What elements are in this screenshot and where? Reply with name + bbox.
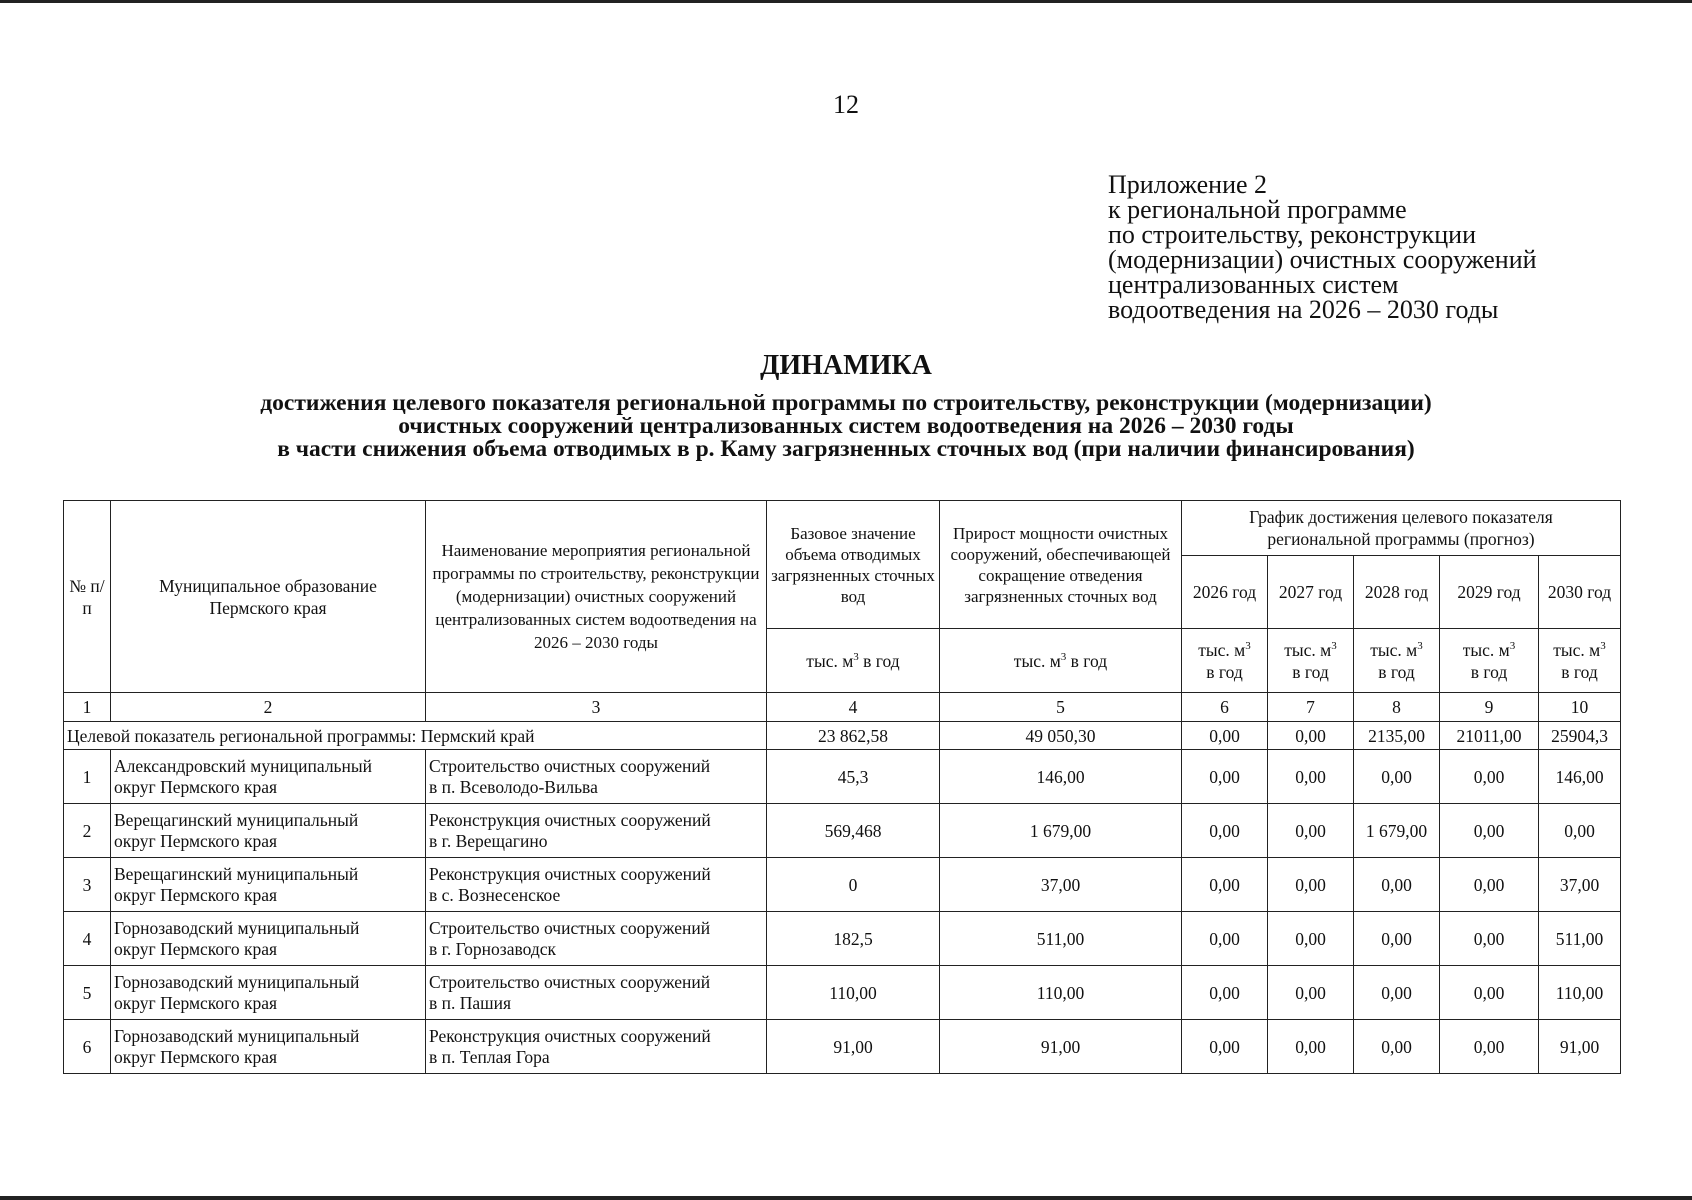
subtitle-line: в части снижения объема отводимых в р. Каму загрязненных сточных вод (при наличии финансирования) bbox=[277, 436, 1415, 462]
cell-y2030: 110,00 bbox=[1539, 966, 1621, 1020]
cell-measure bbox=[426, 1020, 767, 1074]
cell-line: Александровский муниципальный bbox=[114, 755, 373, 776]
total-growth: 49 050,30 bbox=[940, 722, 1182, 750]
column-number: 4 bbox=[767, 693, 940, 722]
cell-line: округ Пермского края bbox=[114, 938, 278, 959]
cell-measure bbox=[426, 966, 767, 1020]
cell-y2028: 1 679,00 bbox=[1354, 804, 1440, 858]
header-year-2029: 2029 год bbox=[1440, 556, 1539, 629]
cell-municipality bbox=[111, 912, 426, 966]
header-year-2030: 2030 год bbox=[1539, 556, 1621, 629]
header-year-2028: 2028 год bbox=[1354, 556, 1440, 629]
cell-measure bbox=[426, 804, 767, 858]
column-number: 6 bbox=[1182, 693, 1268, 722]
appendix-line: к региональной программе bbox=[1108, 195, 1407, 224]
cell-line: в п. Теплая Гора bbox=[429, 1046, 550, 1067]
column-number: 10 bbox=[1539, 693, 1621, 722]
cell-y2028: 0,00 bbox=[1354, 750, 1440, 804]
unit-2026: тыс. $м^3$ в год bbox=[1182, 629, 1268, 693]
cell-base: 182,5 bbox=[767, 912, 940, 966]
cell-y2026: 0,00 bbox=[1182, 1020, 1268, 1074]
cell-y2027: 0,00 bbox=[1268, 750, 1354, 804]
cell-y2030: 0,00 bbox=[1539, 804, 1621, 858]
total-2030: 25904,3 bbox=[1539, 722, 1621, 750]
column-number: 2 bbox=[111, 693, 426, 722]
header-measure: Наименование мероприятия региональной программы по строительству, реконструкции (модернизации) очистных сооружений централизованных систем водоотведения на 2026 – 2030 годы bbox=[426, 501, 767, 693]
column-number: 8 bbox=[1354, 693, 1440, 722]
cell-y2026: 0,00 bbox=[1182, 966, 1268, 1020]
column-number: 3 bbox=[426, 693, 767, 722]
cell-measure bbox=[426, 912, 767, 966]
cell-line: в г. Верещагино bbox=[429, 830, 548, 851]
cell-y2027: 0,00 bbox=[1268, 912, 1354, 966]
subtitle-line: очистных сооружений централизованных систем водоотведения на 2026 – 2030 годы bbox=[398, 413, 1294, 439]
header-year-2027: 2027 год bbox=[1268, 556, 1354, 629]
table-row bbox=[64, 1020, 1621, 1074]
cell-y2029: 0,00 bbox=[1440, 858, 1539, 912]
total-2026: 0,00 bbox=[1182, 722, 1268, 750]
appendix-line: (модернизации) очистных сооружений bbox=[1108, 245, 1537, 274]
cell-base: 91,00 bbox=[767, 1020, 940, 1074]
column-number-row bbox=[64, 693, 1621, 722]
cell-y2026: 0,00 bbox=[1182, 804, 1268, 858]
total-2029: 21011,00 bbox=[1440, 722, 1539, 750]
cell-line: округ Пермского края bbox=[114, 884, 278, 905]
cell-n: 2 bbox=[64, 804, 111, 858]
cell-line: Горнозаводский муниципальный bbox=[114, 971, 360, 992]
cell-line: Горнозаводский муниципальный bbox=[114, 1025, 360, 1046]
cell-municipality bbox=[111, 858, 426, 912]
cell-growth: 511,00 bbox=[940, 912, 1182, 966]
cell-measure bbox=[426, 858, 767, 912]
cell-y2029: 0,00 bbox=[1440, 804, 1539, 858]
cell-base: 110,00 bbox=[767, 966, 940, 1020]
cell-line: Реконструкция очистных сооружений bbox=[429, 809, 711, 830]
unit-2030: тыс. $м^3$ в год bbox=[1539, 629, 1621, 693]
cell-y2028: 0,00 bbox=[1354, 858, 1440, 912]
cell-growth: 37,00 bbox=[940, 858, 1182, 912]
unit-2028: тыс. $м^3$ в год bbox=[1354, 629, 1440, 693]
cell-y2030: 511,00 bbox=[1539, 912, 1621, 966]
cell-line: округ Пермского края bbox=[114, 776, 278, 797]
cell-y2026: 0,00 bbox=[1182, 858, 1268, 912]
table-row bbox=[64, 804, 1621, 858]
cell-line: в г. Горнозаводск bbox=[429, 938, 557, 959]
cell-base: 569,468 bbox=[767, 804, 940, 858]
table-row bbox=[64, 750, 1621, 804]
cell-line: Строительство очистных сооружений bbox=[429, 755, 711, 776]
cell-n: 4 bbox=[64, 912, 111, 966]
table-row bbox=[64, 912, 1621, 966]
header-schedule: График достижения целевого показателя региональной программы (прогноз) bbox=[1182, 501, 1621, 556]
cell-y2026: 0,00 bbox=[1182, 912, 1268, 966]
appendix-block bbox=[1108, 172, 1537, 322]
cell-y2029: 0,00 bbox=[1440, 750, 1539, 804]
cell-line: в с. Вознесенское bbox=[429, 884, 561, 905]
cell-y2030: 146,00 bbox=[1539, 750, 1621, 804]
column-number: 1 bbox=[64, 693, 111, 722]
cell-base: 45,3 bbox=[767, 750, 940, 804]
cell-line: Реконструкция очистных сооружений bbox=[429, 863, 711, 884]
cell-y2030: 37,00 bbox=[1539, 858, 1621, 912]
cell-y2028: 0,00 bbox=[1354, 966, 1440, 1020]
appendix-line: водоотведения на 2026 – 2030 годы bbox=[1108, 295, 1499, 324]
total-label: Целевой показатель региональной программы: Пермский край bbox=[64, 722, 767, 750]
cell-y2027: 0,00 bbox=[1268, 804, 1354, 858]
column-number: 7 bbox=[1268, 693, 1354, 722]
document-subtitle bbox=[0, 392, 1692, 461]
cell-y2028: 0,00 bbox=[1354, 912, 1440, 966]
cell-line: Строительство очистных сооружений bbox=[429, 917, 711, 938]
cell-y2029: 0,00 bbox=[1440, 912, 1539, 966]
cell-y2028: 0,00 bbox=[1354, 1020, 1440, 1074]
cell-line: округ Пермского края bbox=[114, 992, 278, 1013]
header-growth: Прирост мощности очистных сооружений, обеспечивающей сокращение отведения загрязненных сточных вод bbox=[940, 501, 1182, 629]
unit-2027: тыс. $м^3$ в год bbox=[1268, 629, 1354, 693]
appendix-line: Приложение 2 bbox=[1108, 170, 1268, 199]
column-number: 5 bbox=[940, 693, 1182, 722]
cell-line: Верещагинский муниципальный bbox=[114, 809, 359, 830]
appendix-line: по строительству, реконструкции bbox=[1108, 220, 1476, 249]
total-2027: 0,00 bbox=[1268, 722, 1354, 750]
header-municipality: Муниципальное образование Пермского края bbox=[111, 501, 426, 693]
cell-growth: 110,00 bbox=[940, 966, 1182, 1020]
bottom-border-line bbox=[0, 1196, 1692, 1200]
cell-line: в п. Пашия bbox=[429, 992, 512, 1013]
cell-municipality bbox=[111, 804, 426, 858]
cell-line: Реконструкция очистных сооружений bbox=[429, 1025, 711, 1046]
table-row bbox=[64, 966, 1621, 1020]
cell-y2027: 0,00 bbox=[1268, 1020, 1354, 1074]
cell-y2027: 0,00 bbox=[1268, 966, 1354, 1020]
cell-line: Верещагинский муниципальный bbox=[114, 863, 359, 884]
cell-line: округ Пермского края bbox=[114, 830, 278, 851]
unit-2029: тыс. $м^3$ в год bbox=[1440, 629, 1539, 693]
document-title: ДИНАМИКА bbox=[760, 350, 932, 381]
unit-base: тыс. $м^3$ в год bbox=[767, 629, 940, 693]
cell-base: 0 bbox=[767, 858, 940, 912]
total-row bbox=[64, 722, 1621, 750]
total-base: 23 862,58 bbox=[767, 722, 940, 750]
dynamics-table bbox=[63, 500, 1621, 1074]
cell-y2029: 0,00 bbox=[1440, 966, 1539, 1020]
header-num: № п/п bbox=[64, 501, 111, 693]
cell-n: 1 bbox=[64, 750, 111, 804]
subtitle-line: достижения целевого показателя региональной программы по строительству, реконструкции (модернизации) bbox=[260, 390, 1432, 416]
cell-n: 3 bbox=[64, 858, 111, 912]
appendix-line: централизованных систем bbox=[1108, 270, 1399, 299]
total-2028: 2135,00 bbox=[1354, 722, 1440, 750]
cell-line: Горнозаводский муниципальный bbox=[114, 917, 360, 938]
unit-growth: тыс. $м^3$ в год bbox=[940, 629, 1182, 693]
header-year-2026: 2026 год bbox=[1182, 556, 1268, 629]
cell-line: Строительство очистных сооружений bbox=[429, 971, 711, 992]
cell-growth: 91,00 bbox=[940, 1020, 1182, 1074]
cell-municipality bbox=[111, 750, 426, 804]
page-number: 12 bbox=[833, 90, 859, 119]
cell-measure bbox=[426, 750, 767, 804]
table-row bbox=[64, 858, 1621, 912]
cell-y2029: 0,00 bbox=[1440, 1020, 1539, 1074]
cell-municipality bbox=[111, 966, 426, 1020]
cell-line: в п. Всеволодо-Вильва bbox=[429, 776, 598, 797]
cell-municipality bbox=[111, 1020, 426, 1074]
cell-growth: 1 679,00 bbox=[940, 804, 1182, 858]
cell-y2027: 0,00 bbox=[1268, 858, 1354, 912]
cell-growth: 146,00 bbox=[940, 750, 1182, 804]
column-number: 9 bbox=[1440, 693, 1539, 722]
top-border-line bbox=[0, 0, 1692, 3]
cell-y2026: 0,00 bbox=[1182, 750, 1268, 804]
cell-y2030: 91,00 bbox=[1539, 1020, 1621, 1074]
cell-line: округ Пермского края bbox=[114, 1046, 278, 1067]
cell-n: 5 bbox=[64, 966, 111, 1020]
header-base: Базовое значение объема отводимых загрязненных сточных вод bbox=[767, 501, 940, 629]
cell-n: 6 bbox=[64, 1020, 111, 1074]
